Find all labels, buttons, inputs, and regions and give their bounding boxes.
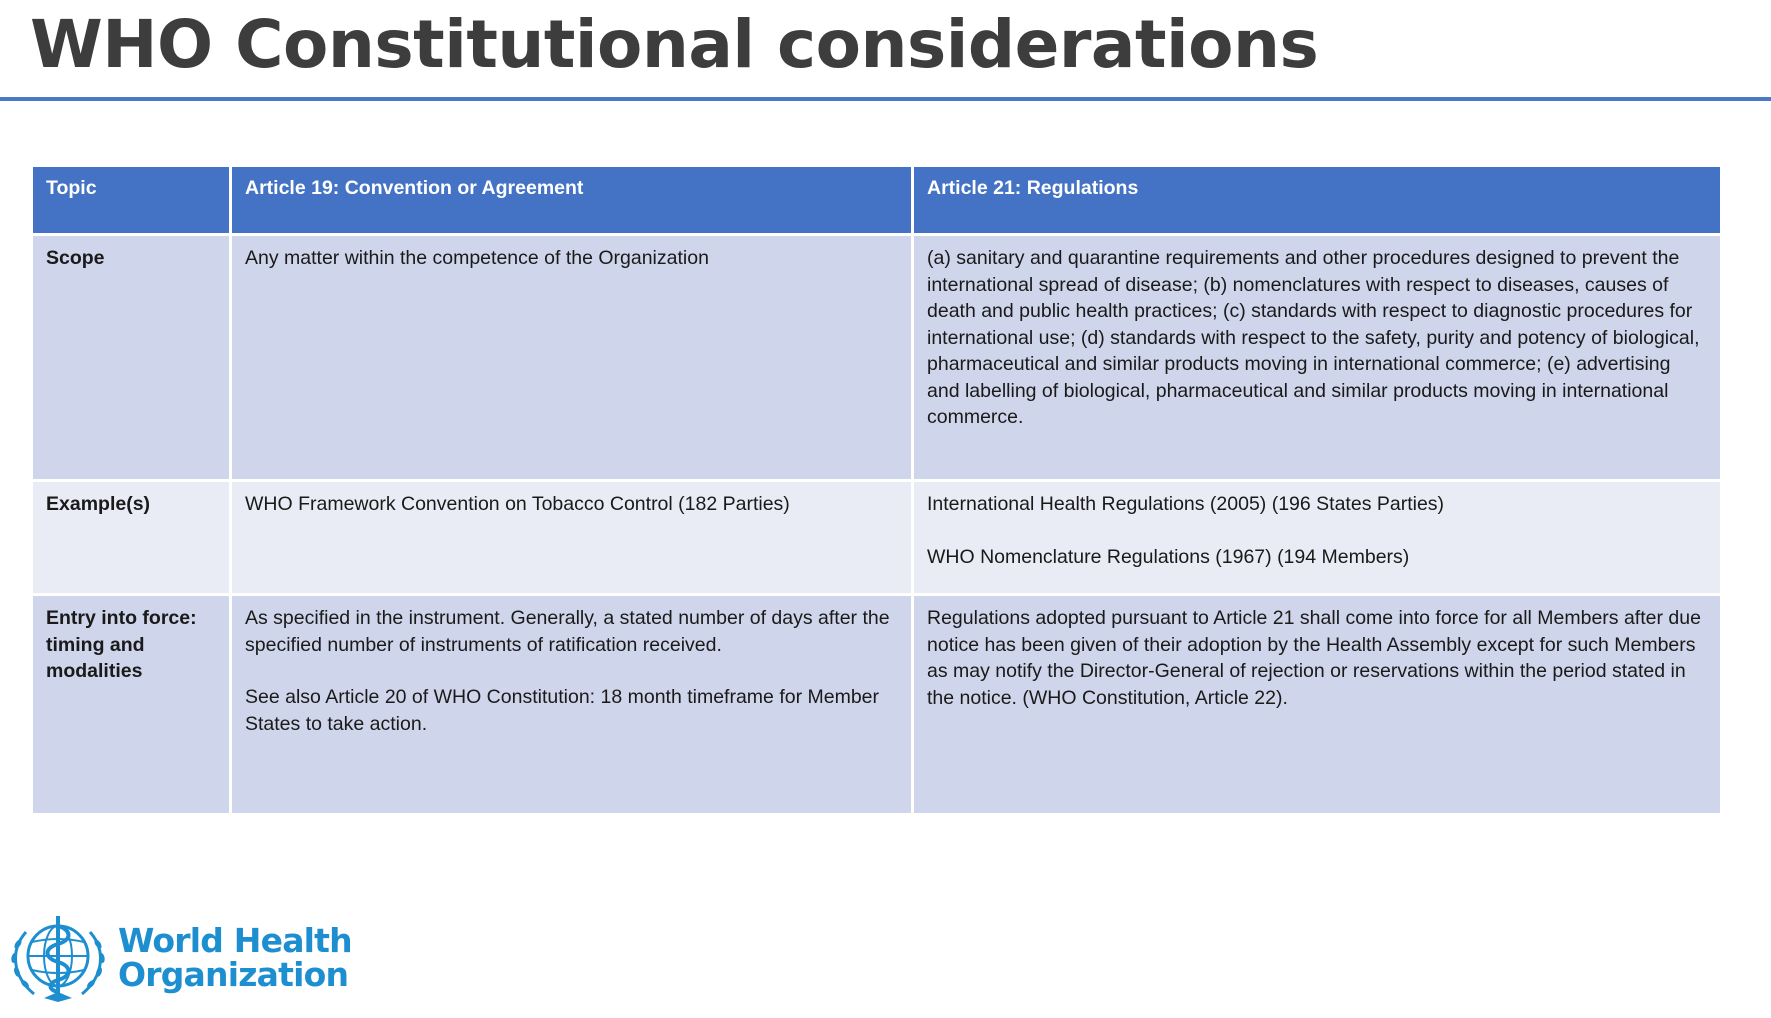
row-topic: Entry into force: timing and modalities (32, 595, 231, 815)
cell-paragraph: (a) sanitary and quarantine requirements and other procedures designed to prevent the international spread of disease; (b) nomenclatures with respect to diseases, causes of death and public health practices; (c) standards with respect to diagnostic procedures for international use; (d) standards with respect to the safety, purity and potency of biological, pharmaceutical and similar products moving in international commerce; (e) advertising and labelling of biological, pharmaceutical and similar products moving in international commerce. (927, 247, 1700, 428)
wordmark-line-1: World Health (118, 921, 352, 960)
row-article21-cell (913, 595, 1722, 815)
cell-paragraph: See also Article 20 of WHO Constitution: 18 month timeframe for Member States to take action. (245, 686, 880, 735)
who-logo (4, 912, 352, 1004)
row-topic: Example(s) (32, 481, 231, 595)
header-topic: Topic (32, 166, 231, 235)
header-article21: Article 21: Regulations (913, 166, 1722, 235)
row-article21-cell (913, 235, 1722, 481)
row-topic: Scope (32, 235, 231, 481)
slide-title: WHO Constitutional considerations (30, 6, 1319, 83)
wordmark-line-2: Organization (118, 955, 349, 994)
row-article19-cell (231, 235, 913, 481)
row-article19-cell (231, 481, 913, 595)
table-row-scope (32, 235, 1722, 481)
title-divider (0, 97, 1771, 101)
row-article19-cell (231, 595, 913, 815)
table-header-row (32, 166, 1722, 235)
cell-paragraph: WHO Nomenclature Regulations (1967) (194 Members) (927, 545, 1410, 568)
cell-paragraph: As specified in the instrument. Generally, a stated number of days after the specified number of instruments of ratification received. (245, 607, 890, 656)
table-row-entry-into-force (32, 595, 1722, 815)
cell-paragraph: WHO Framework Convention on Tobacco Control (182 Parties) (245, 493, 790, 515)
cell-paragraph: International Health Regulations (2005) (196 States Parties) (927, 493, 1445, 515)
header-article19: Article 19: Convention or Agreement (231, 166, 913, 235)
cell-paragraph: Regulations adopted pursuant to Article 21 shall come into force for all Members after due notice has been given of their adoption by the Health Assembly except for such Members as may notify the Director-General of rejection or reservations within the period stated in the notice. (WHO Constitution, Article 22). (927, 607, 1701, 709)
table-row-examples (32, 481, 1722, 595)
cell-paragraph: Any matter within the competence of the Organization (245, 247, 709, 269)
who-wordmark (118, 921, 352, 994)
row-article21-cell (913, 481, 1722, 595)
who-emblem-icon (4, 912, 112, 1004)
comparison-table (30, 164, 1723, 816)
